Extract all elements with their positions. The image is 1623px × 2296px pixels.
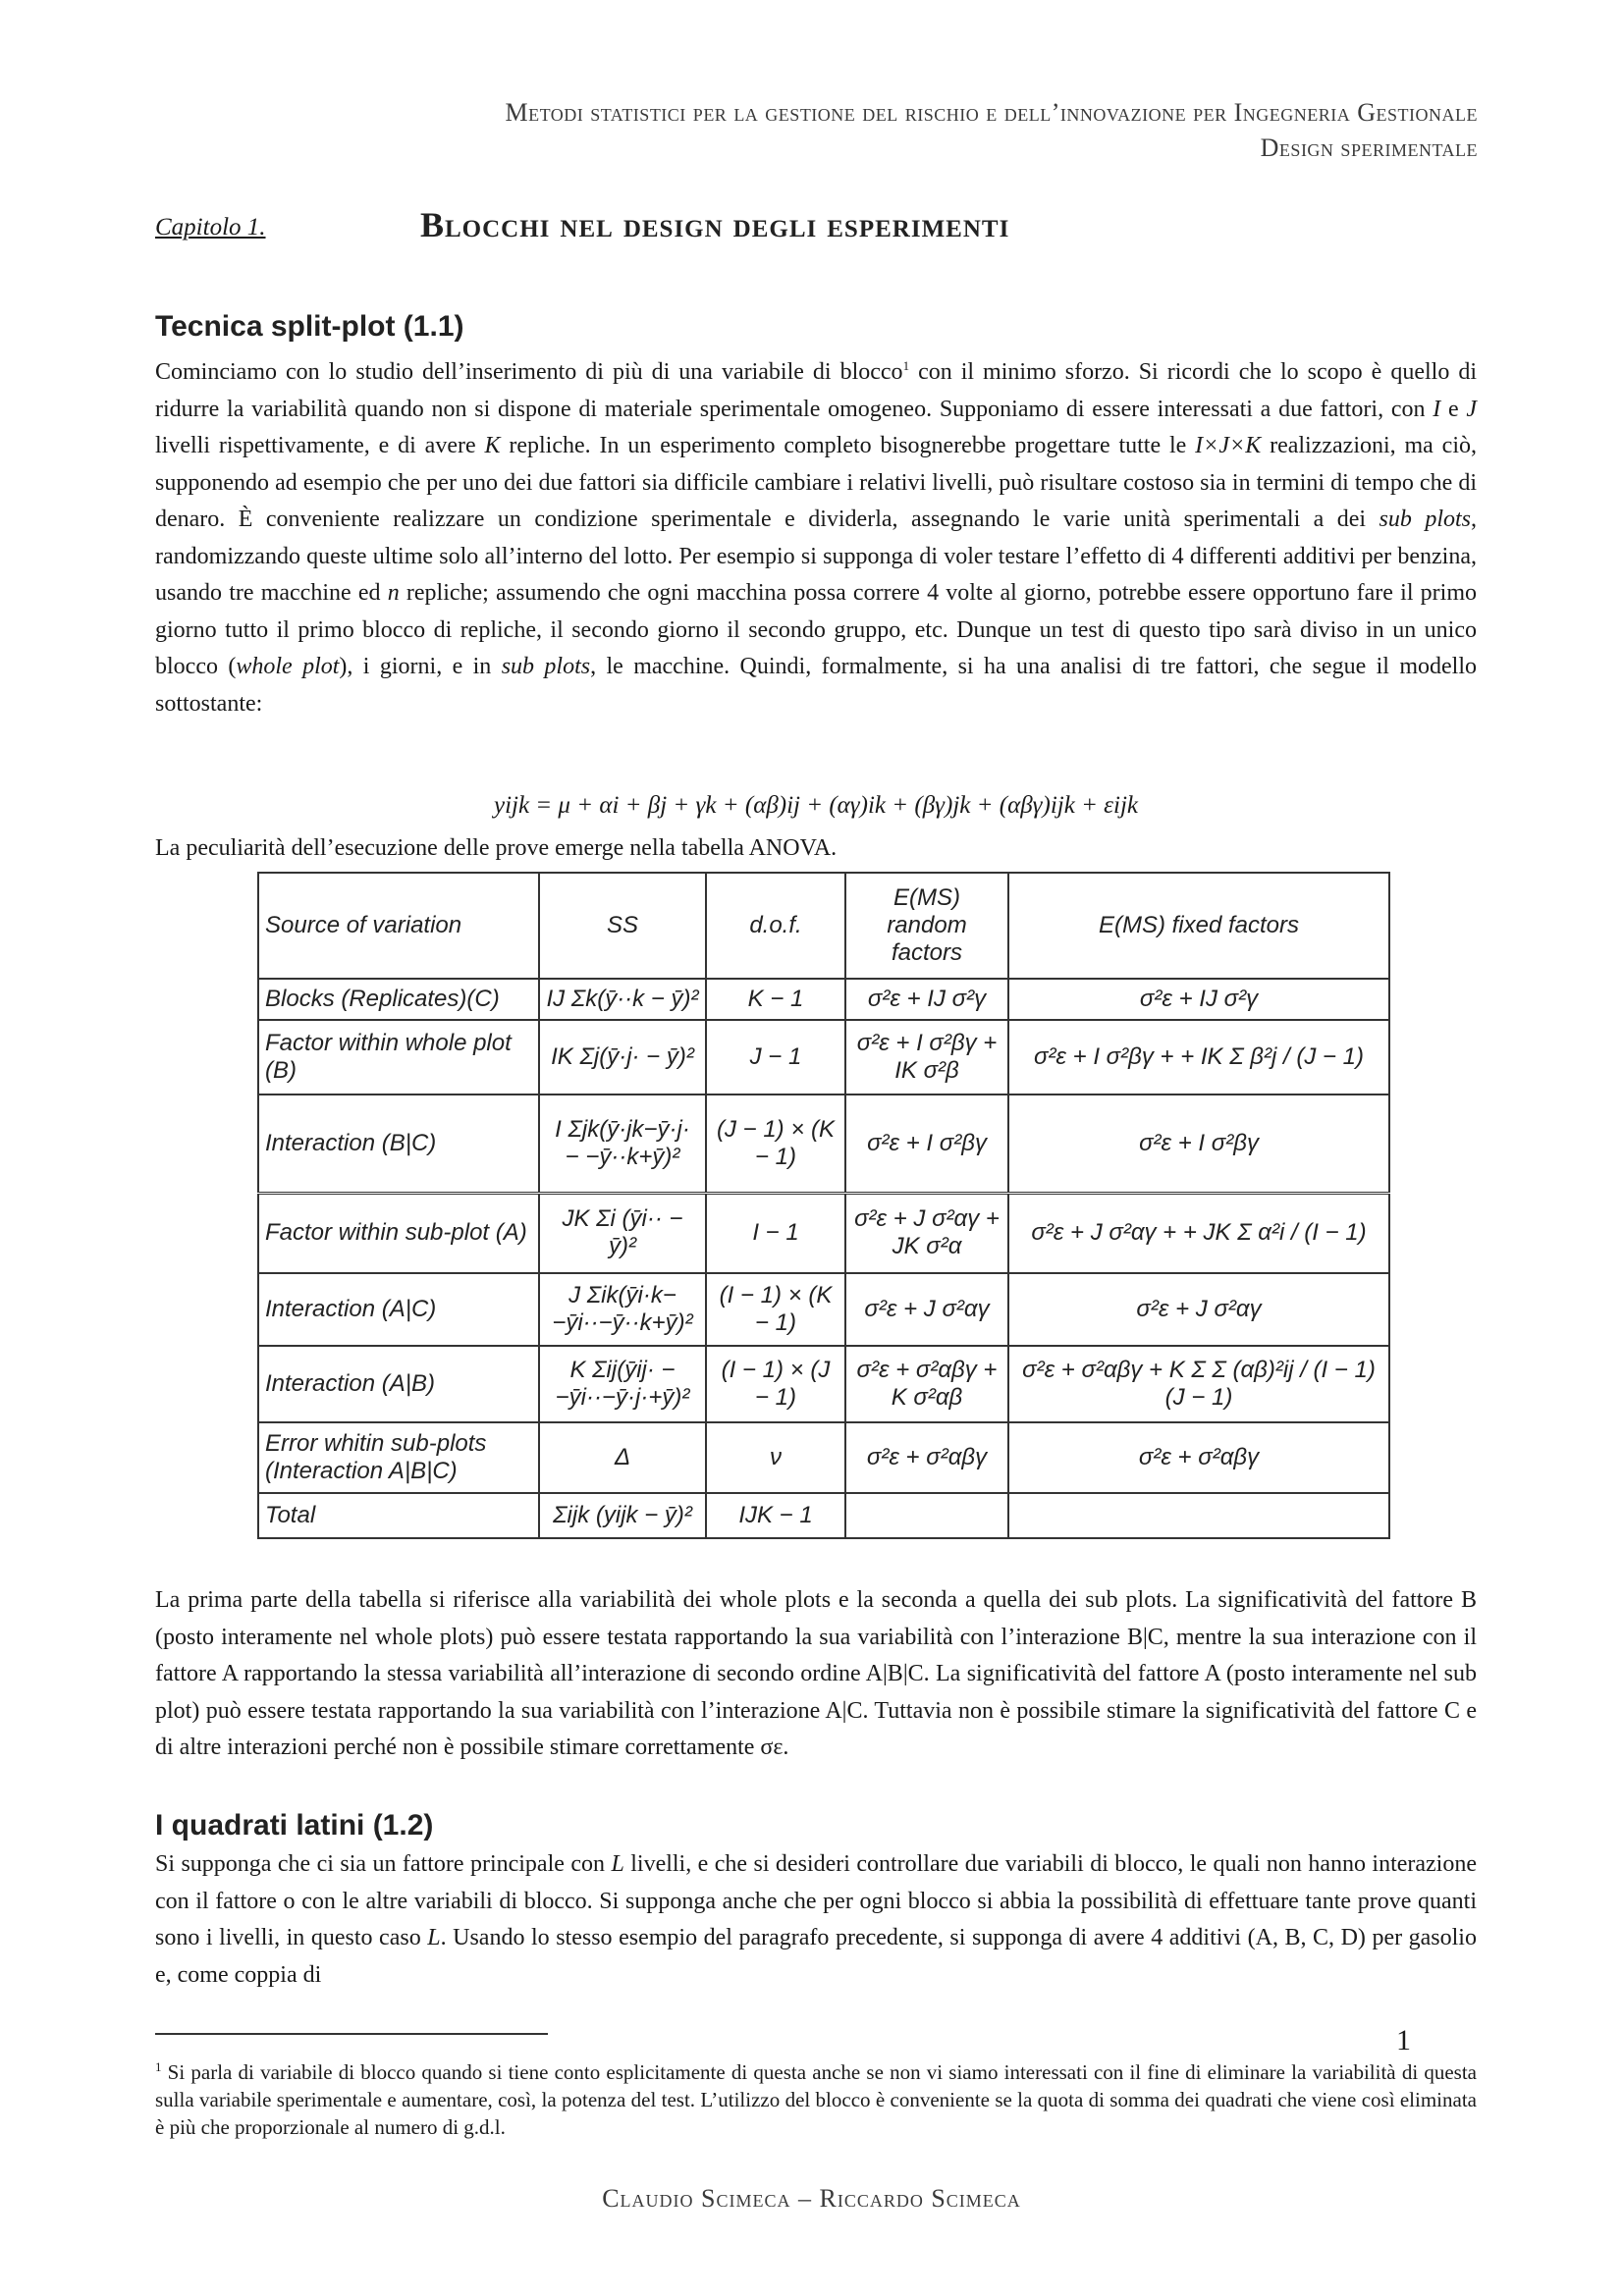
table-row (258, 1193, 1389, 1273)
cell-ems-fixed: σ²ε + σ²αβγ + K Σ Σ (αβ)²ij / (I − 1) (J − 1) (1008, 1346, 1389, 1422)
cell-ems-random: σ²ε + σ²αβγ (845, 1422, 1008, 1493)
section-heading-split-plot: Tecnica split-plot (1.1) (155, 310, 464, 343)
cell-source: Factor within sub-plot (A) (258, 1193, 539, 1273)
cell-source: Factor within whole plot (B) (258, 1020, 539, 1095)
anova-table (257, 872, 1390, 1539)
page-number: 1 (1396, 2024, 1411, 2056)
cell-ems-random: σ²ε + σ²αβγ + K σ²αβ (845, 1346, 1008, 1422)
table-row (258, 1273, 1389, 1346)
chapter-label: Capitolo 1. (155, 214, 266, 240)
paragraph-anova-discussion: La prima parte della tabella si riferisce alla variabilità dei whole plots e la seconda a quella dei sub plots. La significatività del fattore B (posto interamente nel whole plots) può essere testata rapportando la sua variabilità con l’interazione B|C, mentre la sua interazione con il fattore A rapportando la stessa variabilità all’interazione di secondo ordine A|B|C. La significatività del fattore A (posto interamente nel sub plot) può essere testata rapportando la sua variabilità con l’interazione A|C. Tuttavia non è possibile stimare la significatività del fattore C e di altre interazioni perché non è possibile stimare correttamente σε. (155, 1587, 1477, 1760)
cell-ss: Σijk (yijk − ȳ)² (539, 1493, 706, 1538)
cell-source: Blocks (Replicates)(C) (258, 979, 539, 1020)
table-header-row (258, 873, 1389, 979)
cell-ems-fixed: σ²ε + J σ²αγ + + JK Σ α²i / (I − 1) (1008, 1193, 1389, 1273)
paragraph-split-plot-intro: Cominciamo con lo studio dell’inserimento di più di una variabile di blocco$^1$ con il minimo sforzo. Si ricordi che lo scopo è quello di ridurre la variabilità quando non si dispone di materiale sperimentale omogeneo. Supponiamo di essere interessati a due fattori, con I e J livelli rispettivamente, e di avere K repliche. In un esperimento completo bisognerebbe progettare tutte le I×J×K realizzazioni, ma ciò, supponendo ad esempio che per uno dei due fattori sia difficile cambiare i relativi livelli, può risultare costoso sia in termini di tempo che di denaro. È conveniente realizzare un condizione sperimentale e dividerla, assegnando le varie unità sperimentali a dei sub plots, randomizzando queste ultime solo all’interno del lotto. Per esempio si supponga di voler testare l’effetto di 4 differenti additivi per benzina, usando tre macchine ed n repliche; assumendo che ogni macchina possa correre 4 volte al giorno, potrebbe essere opportuno fare il primo giorno tutto il primo blocco di repliche, il secondo giorno il secondo gruppo, etc. Dunque un test di questo tipo sarà diviso in un unico blocco (whole plot), i giorni, e in sub plots, le macchine. Quindi, formalmente, si ha una analisi di tre fattori, che segue il modello sottostante: (155, 358, 1478, 717)
header-ems-random: E(MS) random factors (845, 873, 1008, 979)
cell-dof: (I − 1) × (K − 1) (706, 1273, 845, 1346)
cell-ems-random: σ²ε + I σ²βγ (845, 1095, 1008, 1193)
cell-ss: J Σik(ȳi·k− −ȳi··−ȳ··k+ȳ)² (539, 1273, 706, 1346)
running-header-title: Metodi statistici per la gestione del rischio e dell’innovazione per Ingegneria Gestionale (505, 98, 1478, 127)
cell-ems-random: σ²ε + I σ²βγ + IK σ²β (845, 1020, 1008, 1095)
section-heading-latin-squares: I quadrati latini (1.2) (155, 1809, 434, 1842)
cell-source: Error whitin sub-plots (Interaction A|B|C) (258, 1422, 539, 1493)
cell-ems-fixed: σ²ε + I σ²βγ (1008, 1095, 1389, 1193)
footnote: $^1$ Si parla di variabile di blocco quando si tiene conto esplicitamente di questa anche se non vi siamo interessati con il fine di eliminare la variabilità di questa sulla variabile sperimentale e aumentare, così, la potenza del test. L’utilizzo del blocco è conveniente se la quota di somma dei quadrati che viene così eliminata è più che proporzionale al numero di g.d.l. (155, 2059, 1477, 2139)
cell-dof: (I − 1) × (J − 1) (706, 1346, 845, 1422)
cell-ss: JK Σi (ȳi·· − ȳ)² (539, 1193, 706, 1273)
cell-dof: I − 1 (706, 1193, 845, 1273)
cell-ss: K Σij(ȳij· − −ȳi··−ȳ·j·+ȳ)² (539, 1346, 706, 1422)
model-equation: yijk = μ + αi + βj + γk + (αβ)ij + (αγ)ik + (βγ)jk + (αβγ)ijk + εijk (493, 792, 1139, 819)
cell-source: Interaction (B|C) (258, 1095, 539, 1193)
header-source: Source of variation (258, 873, 539, 979)
table-row (258, 1346, 1389, 1422)
header-dof: d.o.f. (706, 873, 845, 979)
cell-dof: K − 1 (706, 979, 845, 1020)
cell-ems-fixed: σ²ε + I σ²βγ + + IK Σ β²j / (J − 1) (1008, 1020, 1389, 1095)
cell-ems-random: σ²ε + IJ σ²γ (845, 979, 1008, 1020)
cell-source: Interaction (A|B) (258, 1346, 539, 1422)
header-ss: SS (539, 873, 706, 979)
cell-dof: (J − 1) × (K − 1) (706, 1095, 845, 1193)
table-row (258, 1493, 1389, 1538)
footnote-ref[interactable]: 1 (902, 358, 910, 373)
footnote-divider (155, 2033, 548, 2035)
cell-ems-random: σ²ε + J σ²αγ + JK σ²α (845, 1193, 1008, 1273)
header-ems-fixed: E(MS) fixed factors (1008, 873, 1389, 979)
table-row (258, 1422, 1389, 1493)
cell-dof: J − 1 (706, 1020, 845, 1095)
cell-ems-fixed: σ²ε + IJ σ²γ (1008, 979, 1389, 1020)
cell-dof: IJK − 1 (706, 1493, 845, 1538)
cell-ss: IJ Σk(ȳ··k − ȳ)² (539, 979, 706, 1020)
running-header-subtitle: Design sperimentale (1260, 133, 1478, 162)
cell-dof: ν (706, 1422, 845, 1493)
cell-ss: I Σjk(ȳ·jk−ȳ·j· − −ȳ··k+ȳ)² (539, 1095, 706, 1193)
paragraph-anova-intro: La peculiarità dell’esecuzione delle prove emerge nella tabella ANOVA. (155, 835, 838, 861)
footnote-mark: 1 (155, 2059, 162, 2074)
cell-ss: Δ (539, 1422, 706, 1493)
cell-ems-fixed: σ²ε + σ²αβγ (1008, 1422, 1389, 1493)
cell-source: Interaction (A|C) (258, 1273, 539, 1346)
cell-ems-fixed: σ²ε + J σ²αγ (1008, 1273, 1389, 1346)
cell-ems-fixed (1008, 1493, 1389, 1538)
cell-ems-random: σ²ε + J σ²αγ (845, 1273, 1008, 1346)
table-row (258, 979, 1389, 1020)
chapter-title: Blocchi nel design degli esperimenti (420, 205, 1010, 244)
page-footer-authors: Claudio Scimeca – Riccardo Scimeca (602, 2184, 1021, 2213)
paragraph-latin-squares: Si supponga che ci sia un fattore principale con L livelli, e che si desideri controllare due variabili di blocco, le quali non hanno interazione con il fattore o con le altre variabili di blocco. Si supponga anche che per ogni blocco si abbia la possibilità di effettuare tante prove quanti sono i livelli, in questo caso L. Usando lo stesso esempio del paragrafo precedente, si supponga di avere 4 additivi (A, B, C, D) per gasolio e, come coppia di (155, 1851, 1478, 1988)
cell-ss: IK Σj(ȳ·j· − ȳ)² (539, 1020, 706, 1095)
table-row (258, 1020, 1389, 1095)
cell-source: Total (258, 1493, 539, 1538)
cell-ems-random (845, 1493, 1008, 1538)
table-row (258, 1095, 1389, 1193)
